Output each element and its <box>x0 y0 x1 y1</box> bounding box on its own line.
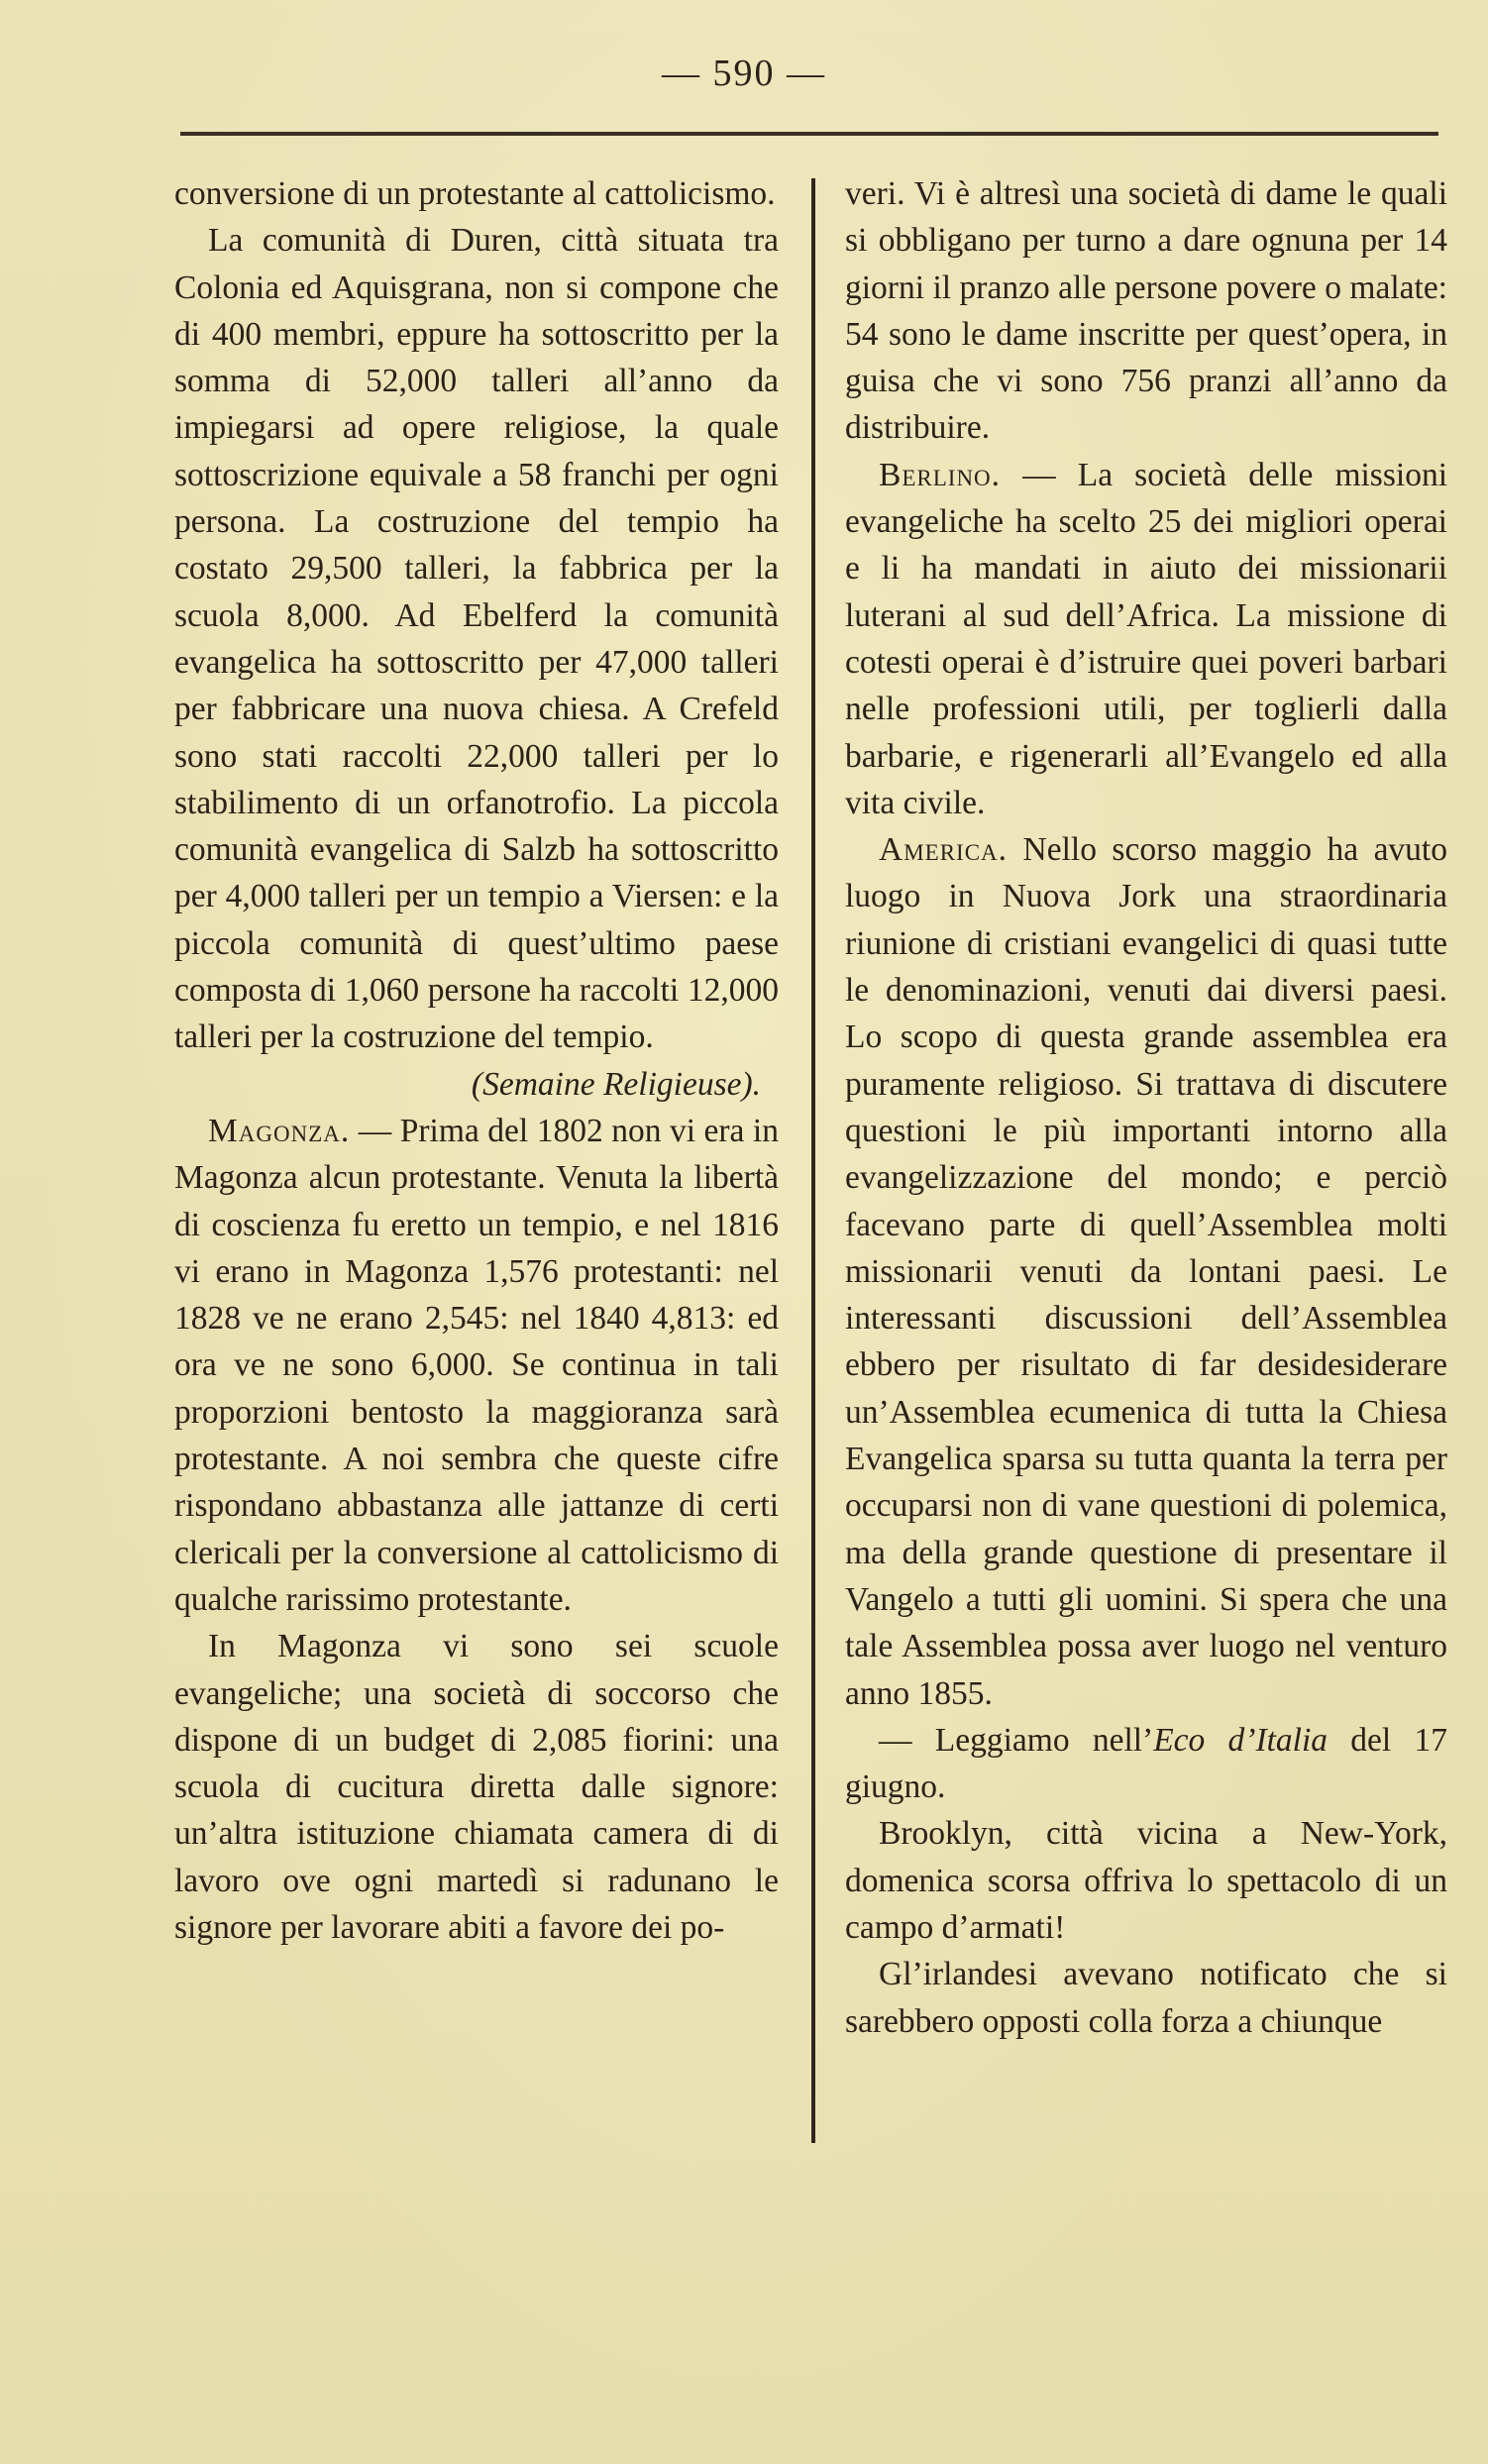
paragraph-text: — Prima del 1802 non vi era in Magonza alcun protestante. Venuta la libertà di coscienza fu eretto un tempio, e nel 1816 vi erano in Magonza 1,576 protestanti: nel 1828 ve ne erano 2,545: nel 1840 4,813: ed ora ve ne sono 6,000. Se continua in tali proporzioni bentosto la maggioranza sarà protestante. A noi sembra che queste cifre rispondano abbastanza alle jattanze di certi clericali per la conversione al cattolicismo di qualche rarissimo protestante. <box>174 1112 779 1618</box>
paragraph: Brooklyn, città vicina a New-York, domenica scorsa offriva lo spettacolo di un campo d’armati! <box>845 1815 1447 1946</box>
paragraph: veri. Vi è altresì una società di dame le quali si obbligano per turno a dare ognuna per 14 giorni il pranzo alle persone povere o malate: 54 sono le dame inscritte per quest’opera, in guisa che vi sono 756 pranzi all’anno da distribuire. <box>845 175 1447 447</box>
header-rule <box>180 132 1438 136</box>
paragraph: conversione di un protestante al cattolicismo. <box>174 175 776 212</box>
paragraph <box>845 452 1447 826</box>
right-column <box>845 170 1447 2045</box>
source-citation: (Semaine Religieuse). <box>471 1065 761 1103</box>
paragraph: Gl’irlandesi avevano notificato che si sarebbero opposti colla forza a chiunque <box>845 1956 1447 2040</box>
page-number: — 590 — <box>662 53 826 94</box>
paragraph-text: — Leggiamo nell’ <box>879 1721 1154 1759</box>
section-heading: America. <box>879 831 1009 869</box>
paragraph <box>174 1108 779 1623</box>
section-heading: Magonza. <box>208 1112 351 1149</box>
paragraph: In Magonza vi sono sei scuole evangeliche; una società di soccorso che dispone di un budget di 2,085 fiorini: una scuola di cucitura diretta dalle signore: un’altra istituzione chiamata camera di di lavoro ove ogni martedì si radunano le signore per lavorare abiti a favore dei po- <box>174 1628 779 1946</box>
newspaper-title: Eco d’Italia <box>1153 1721 1329 1759</box>
section-heading: Berlino. <box>879 456 1002 493</box>
paragraph-text: Nello scorso maggio ha avuto luogo in Nuova Jork una straordinaria riunione di cristiani evangelici di quasi tutte le denominazioni, venuti dai diversi paesi. Lo scopo di questa grande assemblea era puramente religioso. Si trattava di discutere questioni le più importanti intorno alla evangelizzazione del mondo; e perciò facevano parte di quell’Assemblea molti missionarii venuti da lontani paesi. Le interessanti discussioni dell’Assemblea ebbero per risultato di far desidesiderare un’Assemblea ecumenica di tutta la Chiesa Evangelica sparsa su tutta quanta la terra per occuparsi non di vane questioni di polemica, ma della grande questione di presentare il Vangelo a tutti gli uomini. Si spera che una tale Assemblea possa aver luogo nel venturo anno 1855. <box>845 831 1447 1712</box>
paragraph-text: del 17 giugno. <box>845 1721 1447 1806</box>
paragraph <box>845 1717 1447 1811</box>
paragraph-text: — La società delle missioni evangeliche ha scelto 25 dei migliori operai e li ha mandati in aiuto dei missionarii luterani al sud dell’Africa. La missione di cotesti operai è d’istruire quei poveri barbari nelle professioni utili, per toglierli dalla barbarie, e rigenerarli all’Evangelo ed alla vita civile. <box>845 456 1447 821</box>
paragraph <box>845 826 1447 1717</box>
paragraph: La comunità di Duren, città situata tra Colonia ed Aquisgrana, non si compone che di 400 membri, eppure ha sottoscritto per la somma di 52,000 talleri all’anno da impiegarsi ad opere religiose, la quale sottoscrizione equivale a 58 franchi per ogni persona. La costruzione del tempio ha costato 29,500 talleri, la fabbrica per la scuola 8,000. Ad Ebelferd la comunità evangelica ha sottoscritto per 47,000 talleri per fabbricare una nuova chiesa. A Crefeld sono stati raccolti 22,000 talleri per lo stabilimento di un orfanotrofio. La piccola comunità evangelica di Salzb ha sottoscritto per 4,000 talleri per un tempio a Viersen: e la piccola comunità di quest’ultimo paese composta di 1,060 persone ha raccolti 12,000 talleri per la costruzione del tempio. <box>174 222 779 1056</box>
column-rule <box>811 178 815 2143</box>
left-column <box>174 170 779 1951</box>
